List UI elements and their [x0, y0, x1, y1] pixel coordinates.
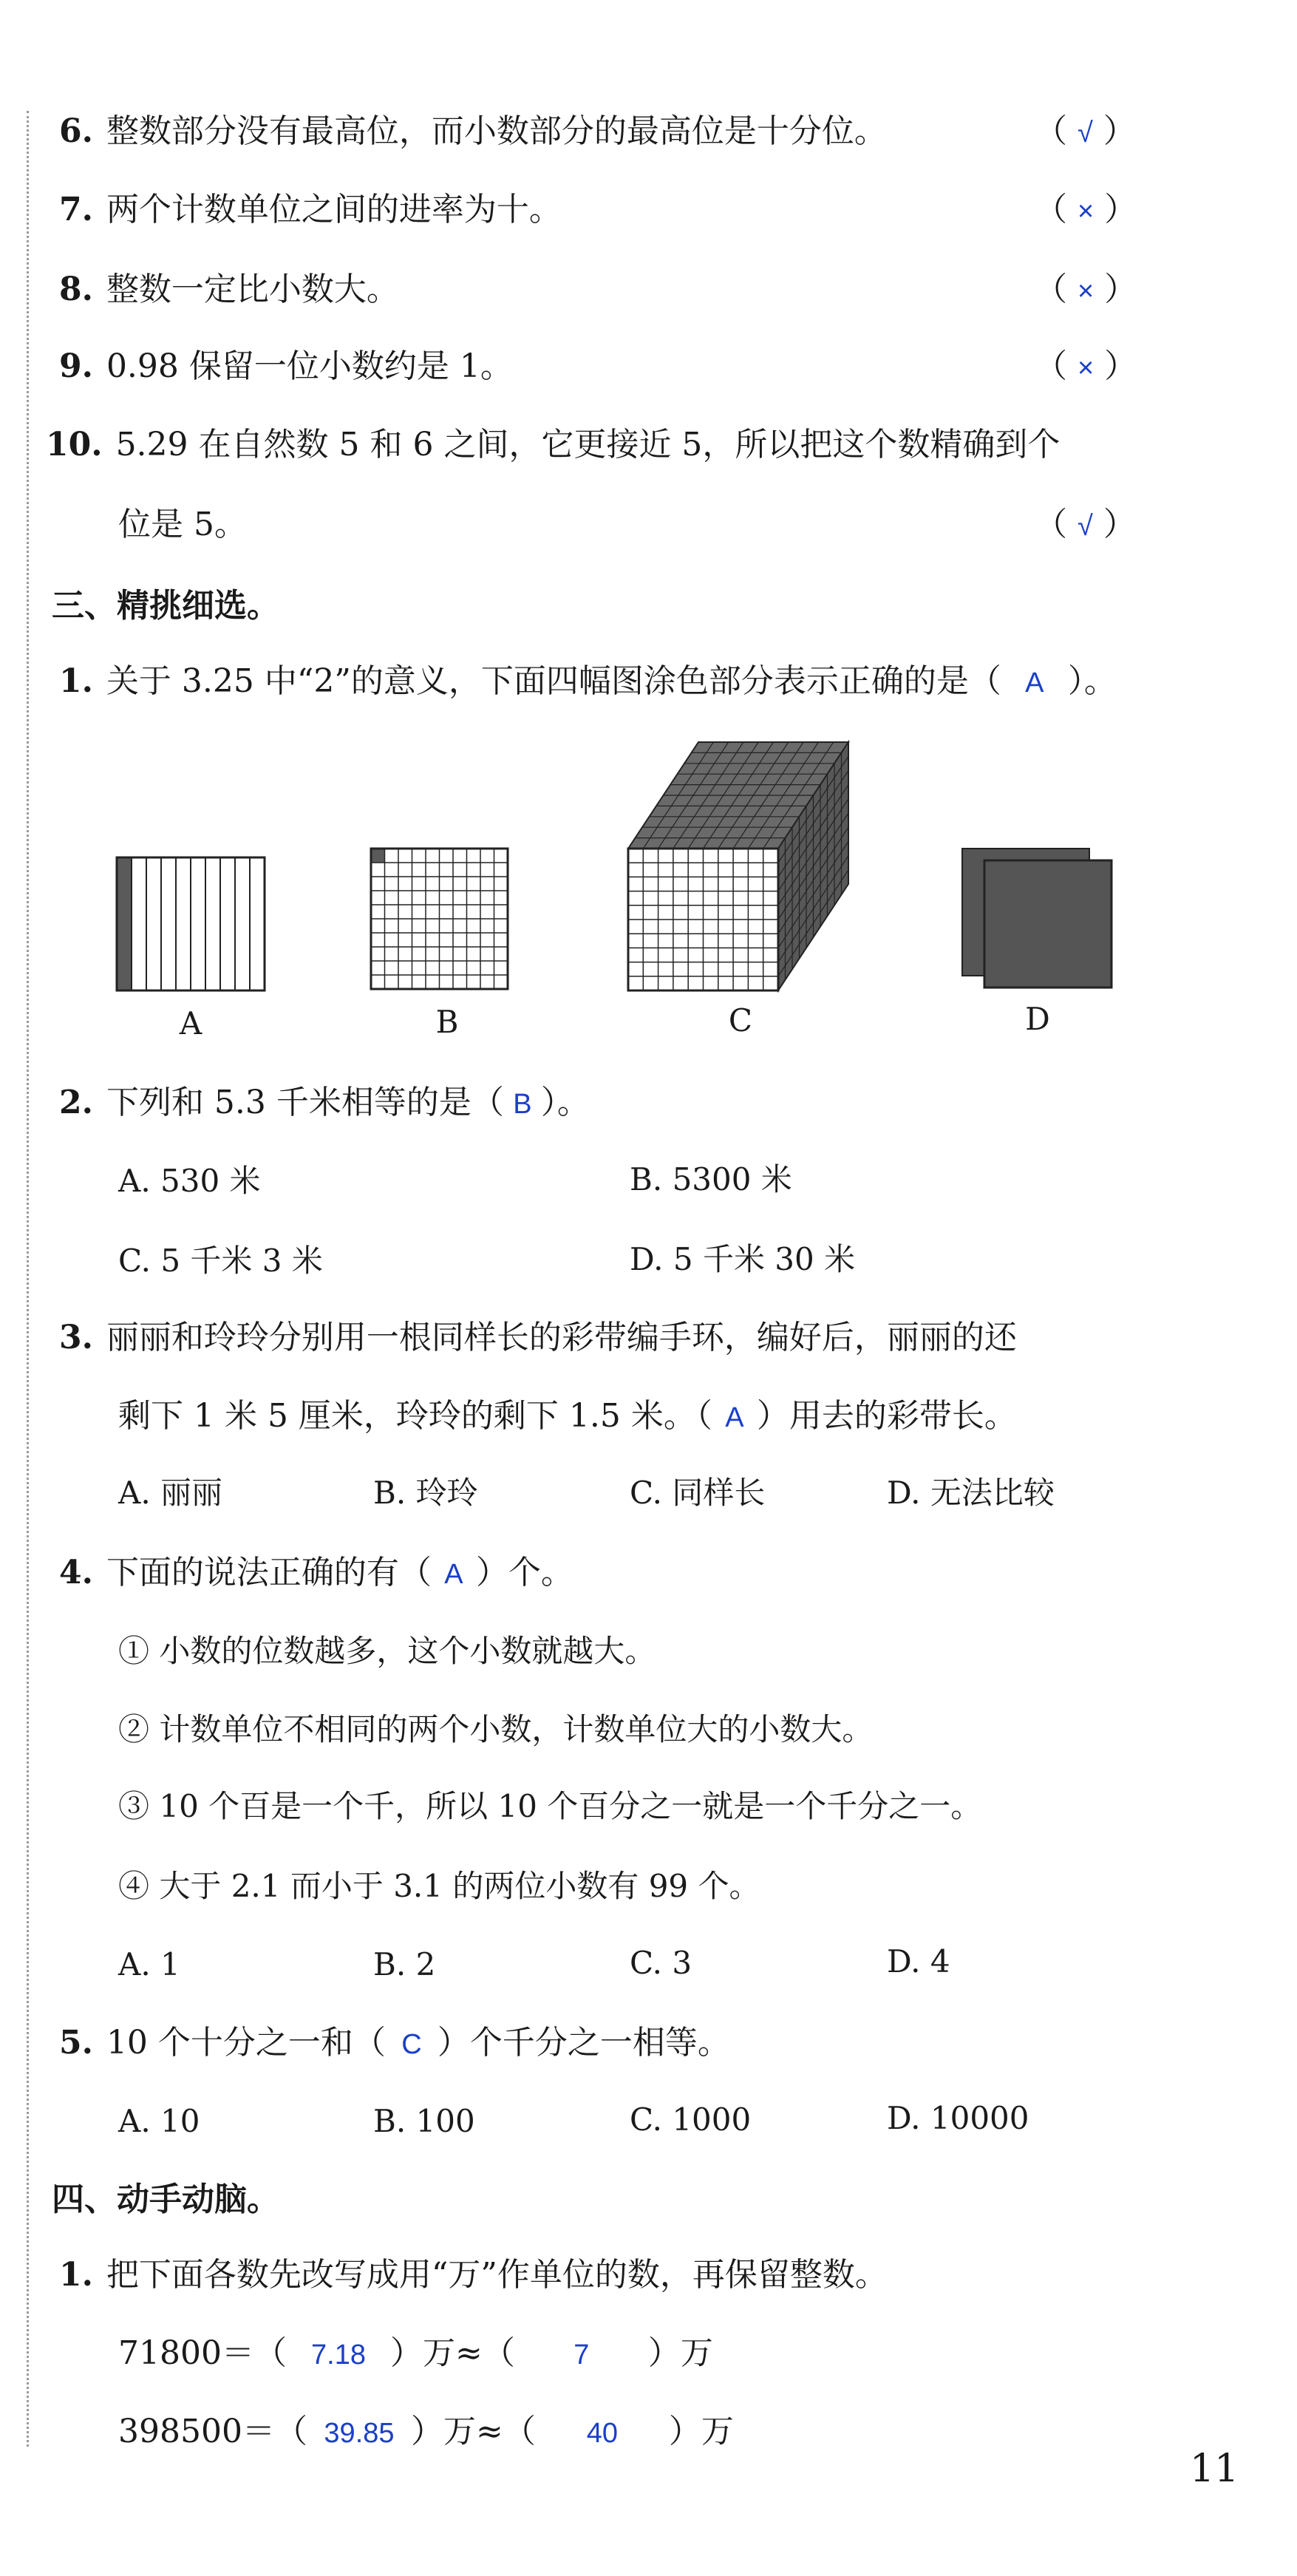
- q2-option-a: A. 530 米: [118, 1163, 261, 1199]
- question-5: 5. 10 个十分之一和（ C ）个千分之一相等。: [59, 2021, 730, 2067]
- answer-paren-9: （ × ）: [1035, 347, 1137, 385]
- answer-fill: 7.18: [311, 2339, 366, 2371]
- page-number: 11: [1190, 2447, 1239, 2491]
- figure-label-a: A: [179, 1005, 202, 1041]
- judge-item-7: 7. 两个计数单位之间的进率为十。: [59, 191, 562, 228]
- answer-paren-6: （ √ ）: [1035, 112, 1136, 150]
- figure-b-grid: [371, 849, 508, 989]
- question-4: 4. 下面的说法正确的有（ A ）个。: [59, 1551, 573, 1597]
- q4-option-c: C. 3: [630, 1945, 692, 1981]
- answer-fill: 39.85: [324, 2418, 395, 2449]
- q2-option-d: D. 5 千米 30 米: [630, 1241, 856, 1277]
- q3-option-a: A. 丽丽: [118, 1475, 223, 1511]
- q4-statement-2: ② 计数单位不相同的两个小数，计数单位大的小数大。: [118, 1711, 874, 1747]
- question-4-1: 1. 把下面各数先改写成用“万”作单位的数，再保留整数。: [59, 2256, 888, 2294]
- section-title-4: 四、动手动脑。: [52, 2181, 279, 2218]
- q2-option-b: B. 5300 米: [630, 1161, 792, 1197]
- conversion-row-2: 398500＝（ 39.85 ）万≈（ 40 ）万: [118, 2410, 734, 2456]
- judge-item-8: 8. 整数一定比小数大。: [59, 271, 399, 308]
- answer-paren-8: （ × ）: [1035, 271, 1137, 308]
- question-3: 3. 丽丽和玲玲分别用一根同样长的彩带编手环，编好后，丽丽的还: [59, 1319, 1017, 1356]
- q5-option-c: C. 1000: [630, 2101, 752, 2138]
- answer-mark: ×: [1078, 353, 1095, 384]
- q4-option-b: B. 2: [373, 1946, 436, 1982]
- answer-mark: B: [513, 1089, 532, 1120]
- answer-mark: √: [1078, 511, 1093, 542]
- q4-statement-1: ① 小数的位数越多，这个小数就越大。: [118, 1633, 656, 1669]
- answer-mark: √: [1078, 118, 1093, 149]
- question-2: 2. 下列和 5.3 千米相等的是（ B ）。: [59, 1081, 590, 1126]
- answer-paren-10: （ √ ）: [1035, 506, 1136, 543]
- figure-a-strips: [117, 857, 265, 990]
- answer-mark: ×: [1078, 196, 1095, 227]
- answer-mark: A: [444, 1559, 463, 1590]
- q4-option-d: D. 4: [887, 1943, 950, 1979]
- judge-item-10-cont: 位是 5。: [118, 506, 247, 543]
- q4-statement-3: ③ 10 个百是一个千，所以 10 个百分之一就是一个千分之一。: [118, 1788, 982, 1824]
- answer-fill: 40: [586, 2418, 618, 2449]
- figures-svg: [0, 0, 1297, 1072]
- answer-mark: A: [1025, 667, 1044, 699]
- question-3-cont: 剩下 1 米 5 厘米，玲玲的剩下 1.5 米。（ A ）用去的彩带长。: [118, 1394, 1017, 1440]
- answer-mark: ×: [1078, 276, 1095, 307]
- q5-option-b: B. 100: [373, 2103, 475, 2139]
- question-1: 1. 关于 3.25 中“2”的意义，下面四幅图涂色部分表示正确的是（ A ）。: [59, 659, 1117, 705]
- answer-mark: A: [725, 1402, 744, 1433]
- q3-option-b: B. 玲玲: [373, 1475, 478, 1511]
- q4-option-a: A. 1: [118, 1946, 180, 1982]
- answer-mark: C: [401, 2029, 422, 2060]
- judge-item-10: 10. 5.29 在自然数 5 和 6 之间，它更接近 5，所以把这个数精确到个: [46, 426, 1061, 463]
- q3-option-c: C. 同样长: [630, 1475, 766, 1511]
- q2-option-c: C. 5 千米 3 米: [118, 1243, 323, 1279]
- q3-option-d: D. 无法比较: [887, 1475, 1055, 1511]
- figure-label-c: C: [728, 1002, 753, 1039]
- answer-fill: 7: [573, 2339, 590, 2371]
- figure-label-d: D: [1025, 1001, 1050, 1037]
- figure-c-cube: [628, 742, 848, 990]
- q5-option-a: A. 10: [118, 2103, 200, 2139]
- judge-item-6: 6. 整数部分没有最高位，而小数部分的最高位是十分位。: [59, 112, 887, 150]
- figure-label-b: B: [435, 1004, 459, 1040]
- q5-option-d: D. 10000: [887, 2100, 1029, 2136]
- judge-item-9: 9. 0.98 保留一位小数约是 1。: [59, 347, 513, 385]
- section-title-3: 三、精挑细选。: [52, 587, 279, 625]
- conversion-row-1: 71800＝（ 7.18 ）万≈（ 7 ）万: [118, 2331, 713, 2377]
- figure-d-squares: [962, 849, 1112, 988]
- q4-statement-4: ④ 大于 2.1 而小于 3.1 的两位小数有 99 个。: [118, 1868, 760, 1904]
- answer-paren-7: （ × ）: [1035, 191, 1137, 228]
